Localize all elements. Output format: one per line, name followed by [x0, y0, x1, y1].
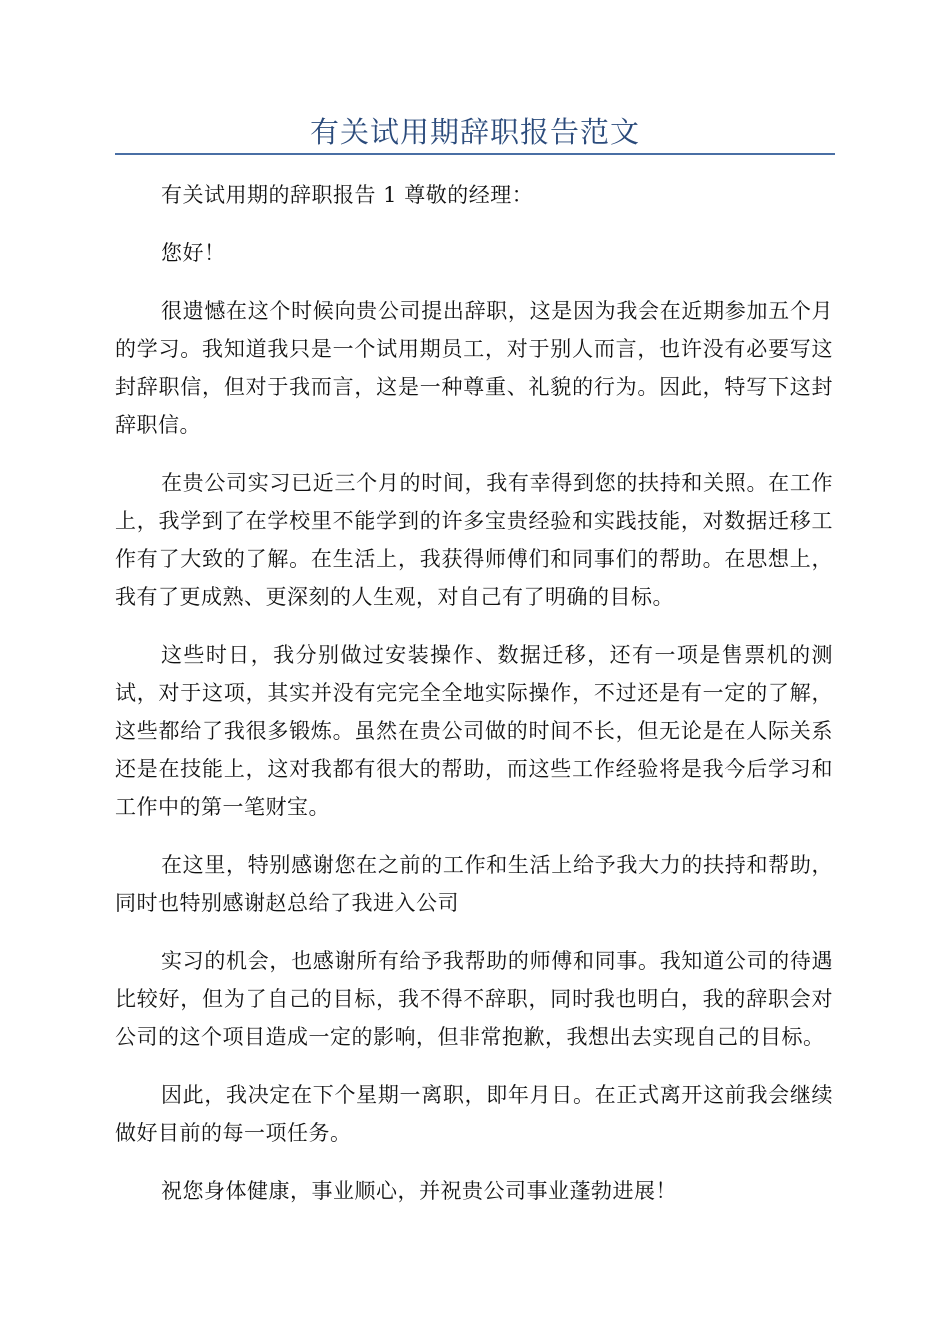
paragraph-greeting: 您好！ — [161, 241, 226, 265]
paragraph-thanks: 在这里，特别感谢您在之前的工作和生活上给予我大力的扶持和帮助，同时也特别感谢赵总给了我进入公司 — [115, 853, 833, 915]
document-body — [115, 176, 833, 1230]
paragraph-internship: 在贵公司实习已近三个月的时间，我有幸得到您的扶持和关照。在工作上，我学到了在学校里不能学到的许多宝贵经验和实践技能，对数据迁移工作有了大致的了解。在生活上，我获得师傅们和同事们的帮助。在思想上，我有了更成熟、更深刻的人生观，对自己有了明确的目标。 — [115, 471, 833, 609]
title-underline — [115, 153, 835, 155]
paragraph-closing: 祝您身体健康，事业顺心，并祝贵公司事业蓬勃进展！ — [161, 1179, 677, 1203]
paragraph-experience: 这些时日，我分别做过安装操作、数据迁移，还有一项是售票机的测试，对于这项，其实并没有完完全全地实际操作，不过还是有一定的了解，这些都给了我很多锻炼。虽然在贵公司做的时间不长，但无论是在人际关系还是在技能上，这对我都有很大的帮助，而这些工作经验将是我今后学习和工作中的第一笔财宝。 — [115, 643, 833, 819]
paragraph-reason: 很遗憾在这个时候向贵公司提出辞职，这是因为我会在近期参加五个月的学习。我知道我只是一个试用期员工，对于别人而言，也许没有必要写这封辞职信，但对于我而言，这是一种尊重、礼貌的行为。因此，特写下这封辞职信。 — [115, 299, 833, 437]
paragraph-departure: 因此，我决定在下个星期一离职，即年月日。在正式离开这前我会继续做好目前的每一项任务。 — [115, 1083, 833, 1145]
paragraph-salutation: 有关试用期的辞职报告 1 尊敬的经理： — [161, 183, 534, 207]
document-title: 有关试用期辞职报告范文 — [309, 115, 640, 149]
paragraph-apology: 实习的机会，也感谢所有给予我帮助的师傅和同事。我知道公司的待遇比较好，但为了自己的目标，我不得不辞职，同时我也明白，我的辞职会对公司的这个项目造成一定的影响，但非常抱歉，我想出去实现自己的目标。 — [115, 949, 833, 1049]
